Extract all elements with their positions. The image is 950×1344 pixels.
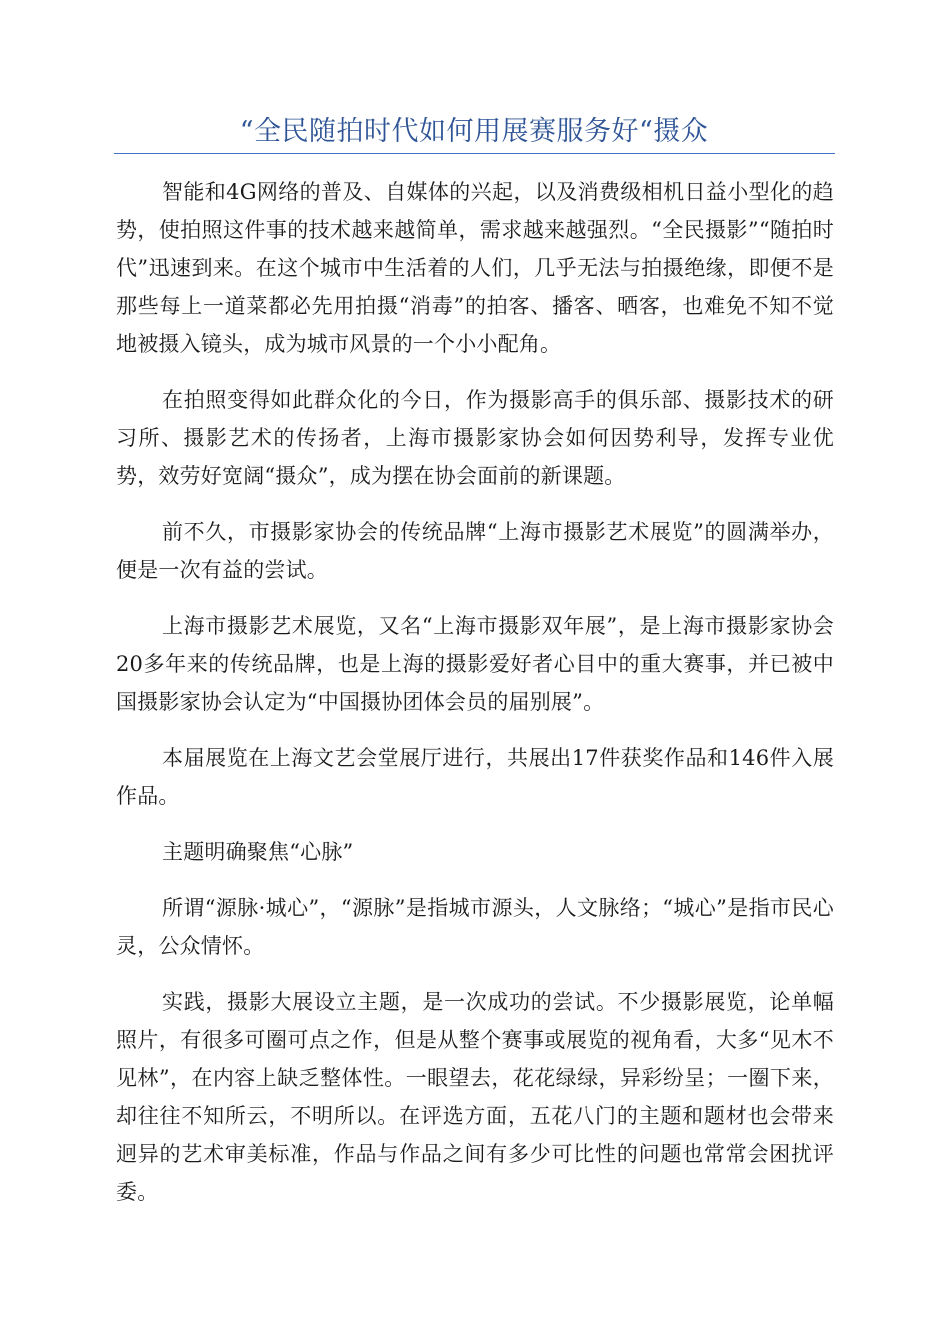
section-heading: 主题明确聚焦“心脉”	[162, 840, 354, 864]
paragraph: 智能和4G网络的普及、自媒体的兴起，以及消费级相机日益小型化的趋势，使拍照这件事的技术越来越简单，需求越来越强烈。“全民摄影”“随拍时代”迅速到来。在这个城市中生活着的人们，几乎无法与拍摄绝缘，即便不是那些每上一道菜都必先用拍摄“消毒”的拍客、播客、晒客，也难免不知不觉地被摄入镜头，成为城市风景的一个小小配角。	[116, 180, 834, 356]
paragraph: 本届展览在上海文艺会堂展厅进行，共展出17件获奖作品和146件入展作品。	[116, 746, 834, 808]
page-title: “全民随拍时代如何用展赛服务好“摄众	[239, 116, 709, 147]
paragraph: 上海市摄影艺术展览，又名“上海市摄影双年展”，是上海市摄影家协会20多年来的传统品牌，也是上海的摄影爱好者心目中的重大赛事，并已被中国摄影家协会认定为“中国摄协团体会员的届别展”。	[116, 614, 834, 714]
paragraph: 实践，摄影大展设立主题，是一次成功的尝试。不少摄影展览，论单幅照片，有很多可圈可点之作，但是从整个赛事或展览的视角看，大多“见木不见林”，在内容上缺乏整体性。一眼望去，花花绿绿，异彩纷呈；一圈下来，却往往不知所云，不明所以。在评选方面，五花八门的主题和题材也会带来迥异的艺术审美标准，作品与作品之间有多少可比性的问题也常常会困扰评委。	[116, 990, 834, 1204]
paragraph: 所谓“源脉·城心”，“源脉”是指城市源头，人文脉络；“城心”是指市民心灵，公众情怀。	[116, 896, 834, 958]
article-body	[116, 173, 834, 1229]
title-underline	[114, 153, 835, 154]
paragraph: 在拍照变得如此群众化的今日，作为摄影高手的俱乐部、摄影技术的研习所、摄影艺术的传扬者，上海市摄影家协会如何因势利导，发挥专业优势，效劳好宽阔“摄众”，成为摆在协会面前的新课题。	[116, 388, 834, 488]
paragraph: 前不久，市摄影家协会的传统品牌“上海市摄影艺术展览”的圆满举办，便是一次有益的尝试。	[116, 520, 834, 582]
